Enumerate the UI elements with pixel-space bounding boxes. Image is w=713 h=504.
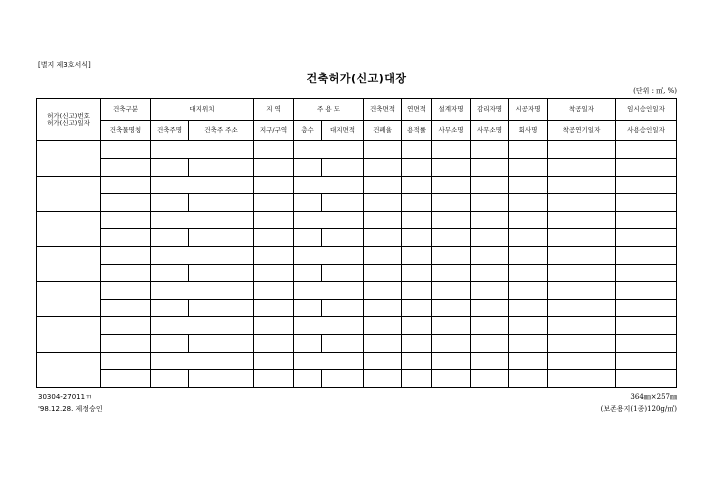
ledger-entry-row [37, 141, 677, 159]
ledger-cell[interactable] [616, 264, 677, 282]
header-permit-no: 허가(신고)번호 [47, 111, 90, 120]
permit-number-cell[interactable] [37, 176, 101, 211]
ledger-cell[interactable] [364, 282, 402, 300]
permit-number-cell[interactable] [37, 211, 101, 246]
ledger-cell[interactable] [189, 158, 254, 176]
ledger-cell[interactable] [101, 317, 151, 335]
ledger-cell[interactable] [432, 176, 471, 194]
ledger-cell[interactable] [151, 282, 254, 300]
ledger-entry-subrow [37, 229, 677, 247]
header-contractor-company: 회사명 [509, 121, 548, 141]
ledger-cell[interactable] [402, 299, 432, 317]
ledger-cell[interactable] [509, 229, 548, 247]
ledger-cell[interactable] [189, 299, 254, 317]
ledger-cell[interactable] [402, 247, 432, 265]
ledger-cell[interactable] [432, 282, 471, 300]
ledger-cell[interactable] [471, 229, 509, 247]
ledger-cell[interactable] [432, 229, 471, 247]
ledger-cell[interactable] [402, 229, 432, 247]
ledger-cell[interactable] [151, 247, 254, 265]
ledger-cell[interactable] [432, 299, 471, 317]
ledger-cell[interactable] [402, 264, 432, 282]
ledger-cell[interactable] [364, 158, 402, 176]
ledger-cell[interactable] [402, 370, 432, 388]
ledger-cell[interactable] [364, 335, 402, 353]
ledger-cell[interactable] [509, 158, 548, 176]
ledger-cell[interactable] [616, 299, 677, 317]
ledger-cell[interactable] [509, 335, 548, 353]
ledger-cell[interactable] [254, 264, 294, 282]
ledger-cell[interactable] [254, 299, 294, 317]
header-site-area: 대지면적 [322, 121, 364, 141]
footer-paper-size: 364㎜×257㎜ [630, 393, 677, 401]
ledger-cell[interactable] [101, 264, 151, 282]
header-use-approval-date: 사용승인일자 [616, 121, 677, 141]
ledger-cell[interactable] [101, 211, 151, 229]
header-building-category: 건축구분 [101, 99, 151, 121]
ledger-cell[interactable] [471, 176, 509, 194]
ledger-cell[interactable] [254, 176, 294, 194]
ledger-cell[interactable] [364, 317, 402, 335]
ledger-cell[interactable] [432, 317, 471, 335]
ledger-entry-subrow [37, 194, 677, 212]
ledger-cell[interactable] [509, 264, 548, 282]
ledger-cell[interactable] [471, 370, 509, 388]
header-owner-name: 건축주명 [151, 121, 189, 141]
header-supervisor-office: 사무소명 [471, 121, 509, 141]
ledger-cell[interactable] [101, 352, 151, 370]
ledger-cell[interactable] [548, 352, 616, 370]
ledger-cell[interactable] [294, 229, 322, 247]
ledger-cell[interactable] [432, 264, 471, 282]
ledger-cell[interactable] [254, 158, 294, 176]
ledger-cell[interactable] [101, 158, 151, 176]
ledger-body [37, 141, 677, 388]
ledger-cell[interactable] [432, 158, 471, 176]
ledger-entry-subrow [37, 299, 677, 317]
ledger-entry-row [37, 176, 677, 194]
permit-number-cell[interactable] [37, 247, 101, 282]
header-temp-approval-date: 임시승인일자 [616, 99, 677, 121]
ledger-cell[interactable] [254, 194, 294, 212]
ledger-cell[interactable] [294, 194, 322, 212]
header-zone: 지 역 [254, 99, 294, 121]
ledger-cell[interactable] [254, 141, 294, 159]
ledger-cell[interactable] [322, 299, 364, 317]
ledger-cell[interactable] [509, 194, 548, 212]
ledger-cell[interactable] [322, 158, 364, 176]
header-floor-area-ratio: 용적률 [402, 121, 432, 141]
footer-approval-note: '98.12.28. 제정승인 [38, 405, 103, 413]
ledger-cell[interactable] [151, 317, 254, 335]
ledger-cell[interactable] [294, 264, 322, 282]
ledger-cell[interactable] [471, 282, 509, 300]
ledger-cell[interactable] [364, 264, 402, 282]
ledger-cell[interactable] [548, 370, 616, 388]
header-site-location: 대지위치 [151, 99, 254, 121]
header-start-date: 착공일자 [548, 99, 616, 121]
ledger-cell[interactable] [294, 370, 322, 388]
ledger-cell[interactable] [402, 194, 432, 212]
header-row-1 [37, 99, 677, 121]
ledger-cell[interactable] [548, 299, 616, 317]
footer-paper-spec: (보존용지(1종)120g/㎡) [600, 405, 677, 413]
header-permit-cell [37, 99, 101, 141]
footer-form-code: 30304-27011ㄲ [38, 393, 92, 401]
ledger-cell[interactable] [471, 264, 509, 282]
ledger-cell[interactable] [189, 264, 254, 282]
ledger-cell[interactable] [616, 317, 677, 335]
header-coverage-ratio: 건폐율 [364, 121, 402, 141]
header-designer-office: 사무소명 [432, 121, 471, 141]
ledger-entry-row [37, 352, 677, 370]
ledger-cell[interactable] [254, 317, 294, 335]
permit-number-cell[interactable] [37, 282, 101, 317]
ledger-cell[interactable] [151, 211, 254, 229]
ledger-cell[interactable] [548, 247, 616, 265]
ledger-cell[interactable] [548, 264, 616, 282]
ledger-cell[interactable] [101, 247, 151, 265]
ledger-cell[interactable] [509, 282, 548, 300]
ledger-cell[interactable] [101, 229, 151, 247]
ledger-cell[interactable] [101, 194, 151, 212]
ledger-cell[interactable] [254, 335, 294, 353]
ledger-cell[interactable] [402, 176, 432, 194]
ledger-cell[interactable] [432, 211, 471, 229]
header-owner-address: 건축주 주소 [189, 121, 254, 141]
ledger-cell[interactable] [364, 299, 402, 317]
ledger-cell[interactable] [254, 282, 294, 300]
ledger-cell[interactable] [509, 176, 548, 194]
ledger-cell[interactable] [509, 317, 548, 335]
ledger-cell[interactable] [432, 352, 471, 370]
permit-number-cell[interactable] [37, 317, 101, 352]
ledger-cell[interactable] [254, 370, 294, 388]
ledger-cell[interactable] [616, 158, 677, 176]
ledger-cell[interactable] [294, 352, 364, 370]
ledger-cell[interactable] [364, 352, 402, 370]
ledger-cell[interactable] [548, 176, 616, 194]
ledger-cell[interactable] [616, 282, 677, 300]
ledger-cell[interactable] [432, 335, 471, 353]
header-floors: 층수 [294, 121, 322, 141]
ledger-cell[interactable] [548, 335, 616, 353]
ledger-cell[interactable] [548, 141, 616, 159]
ledger-cell[interactable] [151, 335, 189, 353]
header-main-use: 주 용 도 [294, 99, 364, 121]
ledger-entry-row [37, 317, 677, 335]
ledger-cell[interactable] [151, 194, 189, 212]
ledger-cell[interactable] [364, 211, 402, 229]
ledger-cell[interactable] [616, 211, 677, 229]
permit-ledger-table [36, 98, 677, 388]
ledger-cell[interactable] [322, 194, 364, 212]
ledger-cell[interactable] [471, 211, 509, 229]
ledger-cell[interactable] [151, 141, 254, 159]
ledger-cell[interactable] [294, 247, 364, 265]
ledger-cell[interactable] [254, 229, 294, 247]
ledger-cell[interactable] [509, 211, 548, 229]
ledger-cell[interactable] [471, 335, 509, 353]
ledger-cell[interactable] [294, 282, 364, 300]
ledger-cell[interactable] [364, 229, 402, 247]
ledger-cell[interactable] [151, 176, 254, 194]
ledger-cell[interactable] [432, 194, 471, 212]
ledger-cell[interactable] [189, 229, 254, 247]
ledger-cell[interactable] [402, 282, 432, 300]
ledger-cell[interactable] [509, 299, 548, 317]
ledger-cell[interactable] [322, 370, 364, 388]
ledger-cell[interactable] [294, 176, 364, 194]
ledger-cell[interactable] [432, 370, 471, 388]
ledger-cell[interactable] [364, 370, 402, 388]
ledger-entry-subrow [37, 158, 677, 176]
ledger-cell[interactable] [432, 141, 471, 159]
ledger-cell[interactable] [548, 229, 616, 247]
ledger-cell[interactable] [364, 247, 402, 265]
ledger-cell[interactable] [471, 247, 509, 265]
ledger-cell[interactable] [101, 335, 151, 353]
ledger-cell[interactable] [509, 370, 548, 388]
ledger-cell[interactable] [294, 158, 322, 176]
ledger-cell[interactable] [471, 317, 509, 335]
ledger-cell[interactable] [294, 299, 322, 317]
ledger-cell[interactable] [294, 211, 364, 229]
ledger-cell[interactable] [101, 176, 151, 194]
ledger-cell[interactable] [616, 335, 677, 353]
ledger-cell[interactable] [432, 247, 471, 265]
form-label: [별지 제3호서식] [38, 61, 91, 69]
header-building-name: 건축물명칭 [101, 121, 151, 141]
ledger-cell[interactable] [151, 352, 254, 370]
header-start-delay-date: 착공연기일자 [548, 121, 616, 141]
permit-number-cell[interactable] [37, 352, 101, 387]
ledger-cell[interactable] [471, 352, 509, 370]
ledger-cell[interactable] [151, 158, 189, 176]
ledger-cell[interactable] [616, 370, 677, 388]
ledger-cell[interactable] [294, 335, 322, 353]
ledger-cell[interactable] [402, 335, 432, 353]
ledger-entry-row [37, 282, 677, 300]
ledger-cell[interactable] [402, 352, 432, 370]
ledger-cell[interactable] [548, 194, 616, 212]
ledger-cell[interactable] [151, 229, 189, 247]
ledger-cell[interactable] [364, 194, 402, 212]
header-district: 지구/구역 [254, 121, 294, 141]
ledger-cell[interactable] [548, 211, 616, 229]
ledger-cell[interactable] [322, 335, 364, 353]
ledger-cell[interactable] [471, 299, 509, 317]
header-permit-date: 허가(신고)일자 [47, 118, 90, 127]
ledger-cell[interactable] [471, 194, 509, 212]
ledger-cell[interactable] [101, 299, 151, 317]
ledger-cell[interactable] [616, 176, 677, 194]
ledger-cell[interactable] [402, 211, 432, 229]
ledger-cell[interactable] [101, 141, 151, 159]
ledger-cell[interactable] [189, 194, 254, 212]
ledger-cell[interactable] [616, 194, 677, 212]
document-title: 건축허가(신고)대장 [306, 72, 407, 85]
unit-note: (단위 : ㎡, %) [633, 87, 677, 95]
ledger-cell[interactable] [616, 352, 677, 370]
ledger-cell[interactable] [509, 247, 548, 265]
ledger-cell[interactable] [471, 141, 509, 159]
ledger-cell[interactable] [509, 352, 548, 370]
ledger-cell[interactable] [402, 317, 432, 335]
ledger-cell[interactable] [294, 317, 364, 335]
ledger-entry-row [37, 247, 677, 265]
ledger-cell[interactable] [189, 335, 254, 353]
ledger-cell[interactable] [616, 247, 677, 265]
ledger-cell[interactable] [364, 141, 402, 159]
ledger-cell[interactable] [322, 229, 364, 247]
ledger-cell[interactable] [294, 141, 364, 159]
header-supervisor-name: 감리자명 [471, 99, 509, 121]
ledger-cell[interactable] [151, 299, 189, 317]
ledger-entry-subrow [37, 335, 677, 353]
ledger-cell[interactable] [616, 141, 677, 159]
ledger-entry-subrow [37, 264, 677, 282]
ledger-cell[interactable] [548, 282, 616, 300]
ledger-cell[interactable] [189, 370, 254, 388]
header-building-area: 건축면적 [364, 99, 402, 121]
ledger-cell[interactable] [101, 282, 151, 300]
ledger-cell[interactable] [402, 141, 432, 159]
permit-number-cell[interactable] [37, 141, 101, 176]
header-total-floor-area: 연면적 [402, 99, 432, 121]
ledger-cell[interactable] [151, 264, 189, 282]
ledger-cell[interactable] [151, 370, 189, 388]
ledger-cell[interactable] [254, 352, 294, 370]
ledger-cell[interactable] [548, 317, 616, 335]
ledger-cell[interactable] [402, 158, 432, 176]
ledger-cell[interactable] [322, 264, 364, 282]
ledger-cell[interactable] [364, 176, 402, 194]
ledger-cell[interactable] [101, 370, 151, 388]
header-designer-name: 설계자명 [432, 99, 471, 121]
ledger-cell[interactable] [616, 229, 677, 247]
ledger-entry-row [37, 211, 677, 229]
header-contractor-name: 시공자명 [509, 99, 548, 121]
ledger-cell[interactable] [548, 158, 616, 176]
header-row-2 [37, 121, 677, 141]
ledger-cell[interactable] [254, 211, 294, 229]
ledger-cell[interactable] [509, 141, 548, 159]
ledger-entry-subrow [37, 370, 677, 388]
ledger-cell[interactable] [254, 247, 294, 265]
ledger-cell[interactable] [471, 158, 509, 176]
